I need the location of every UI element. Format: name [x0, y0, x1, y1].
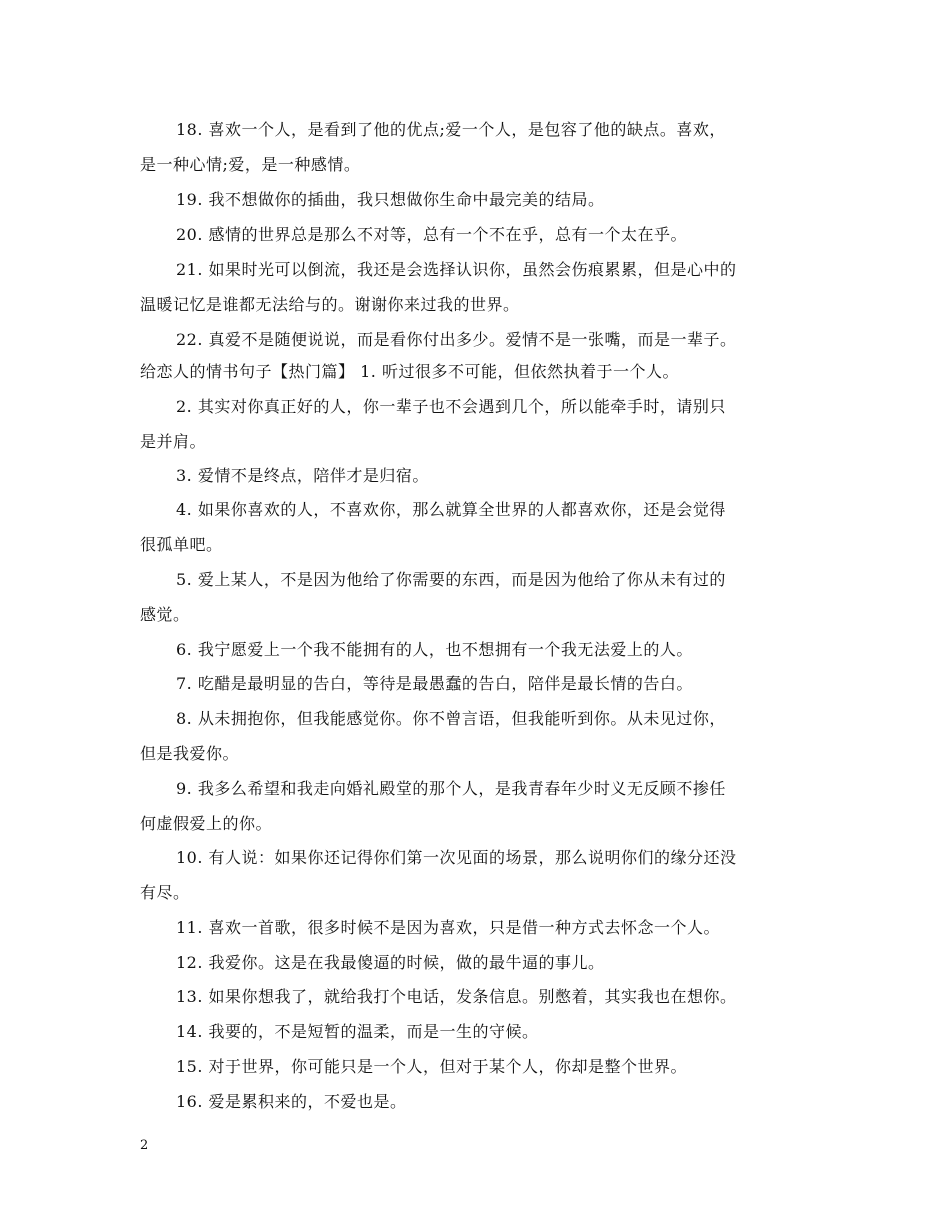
text-line: 10. 有人说：如果你还记得你们第一次见面的场景，那么说明你们的缘分还没 — [176, 848, 737, 867]
text-line: 8. 从未拥抱你，但我能感觉你。你不曾言语，但我能听到你。从未见过你， — [176, 709, 726, 728]
text-line: 3. 爱情不是终点，陪伴才是归宿。 — [176, 466, 429, 485]
text-line: 感觉。 — [140, 605, 190, 624]
text-line: 7. 吃醋是最明显的告白，等待是最愚蠢的告白，陪伴是最长情的告白。 — [176, 674, 693, 693]
text-line: 很孤单吧。 — [140, 535, 223, 554]
text-line: 13. 如果你想我了，就给我打个电话，发条信息。别憋着，其实我也在想你。 — [176, 987, 737, 1006]
text-line: 20. 感情的世界总是那么不对等，总有一个不在乎，总有一个太在乎。 — [176, 225, 688, 244]
text-line: 19. 我不想做你的插曲，我只想做你生命中最完美的结局。 — [176, 190, 605, 209]
text-line: 12. 我爱你。这是在我最傻逼的时候，做的最牛逼的事儿。 — [176, 953, 605, 972]
text-line: 是并肩。 — [140, 432, 207, 451]
text-line: 11. 喜欢一首歌，很多时候不是因为喜欢，只是借一种方式去怀念一个人。 — [176, 918, 721, 937]
text-line: 14. 我要的，不是短暂的温柔，而是一生的守候。 — [176, 1022, 539, 1041]
text-line: 15. 对于世界，你可能只是一个人，但对于某个人，你却是整个世界。 — [176, 1057, 688, 1076]
section-heading-line: 给恋人的情书句子【热门篇】 1. 听过很多不可能，但依然执着于一个人。 — [140, 362, 679, 381]
text-line: 但是我爱你。 — [140, 744, 240, 763]
text-line: 18. 喜欢一个人，是看到了他的优点;爱一个人，是包容了他的缺点。喜欢， — [176, 120, 726, 139]
text-line: 6. 我宁愿爱上一个我不能拥有的人，也不想拥有一个我无法爱上的人。 — [176, 640, 693, 659]
text-line: 5. 爱上某人，不是因为他给了你需要的东西，而是因为他给了你从未有过的 — [176, 570, 726, 589]
text-line: 温暖记忆是谁都无法给与的。谢谢你来过我的世界。 — [140, 295, 520, 314]
text-line: 9. 我多么希望和我走向婚礼殿堂的那个人，是我青春年少时义无反顾不掺任 — [176, 779, 726, 798]
text-line: 21. 如果时光可以倒流，我还是会选择认识你，虽然会伤痕累累，但是心中的 — [176, 260, 737, 279]
page-number: 2 — [140, 1138, 149, 1153]
text-line: 22. 真爱不是随便说说，而是看你付出多少。爱情不是一张嘴，而是一辈子。 — [176, 330, 737, 349]
text-line: 16. 爱是累积来的，不爱也是。 — [176, 1092, 407, 1111]
text-line: 何虚假爱上的你。 — [140, 814, 273, 833]
text-line: 2. 其实对你真正好的人，你一辈子也不会遇到几个，所以能牵手时，请别只 — [176, 397, 726, 416]
text-line: 是一种心情;爱，是一种感情。 — [140, 155, 361, 174]
text-line: 有尽。 — [140, 883, 190, 902]
text-line: 4. 如果你喜欢的人，不喜欢你，那么就算全世界的人都喜欢你，还是会觉得 — [176, 500, 726, 519]
